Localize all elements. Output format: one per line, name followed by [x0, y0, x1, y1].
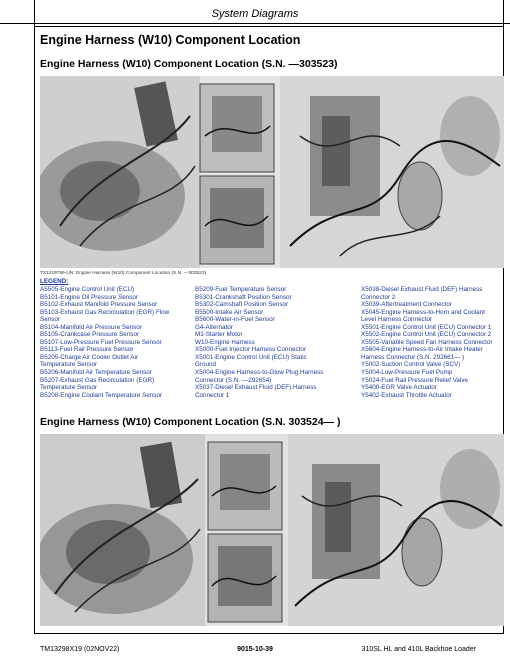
legend-item: M1-Starter Motor	[195, 331, 243, 339]
legend-item: Y5004-Low-Pressure Fuel Pump	[361, 369, 453, 377]
legend-item: B5208-Engine Coolant Temperature Sensor	[40, 391, 163, 399]
legend-item: X5039-Aftertreatment Connector	[361, 301, 453, 309]
figure1-image	[40, 76, 504, 268]
legend-item: B5113-Fuel Rail Pressure Sensor	[40, 346, 134, 354]
footer-product: 310SL HL and 410L Backhoe Loader	[361, 646, 476, 653]
legend-item: W10-Engine Harness	[195, 338, 255, 346]
legend-item: G4-Alternator	[195, 323, 233, 331]
legend-item: X5001-Engine Control Unit (ECU) Static	[195, 353, 307, 361]
legend-item: Y5002-Suction Control Valve (SCV)	[361, 361, 461, 369]
section-title: Engine Harness (W10) Component Location	[40, 33, 301, 47]
legend-item: Connector (S.N. —292654)	[195, 376, 272, 384]
legend-item: Connector 1	[195, 391, 230, 399]
footer-page-number: 9015-10-39	[237, 646, 273, 653]
legend-item: Temperature Sensor	[40, 361, 98, 369]
legend-item: X5502-Engine Control Unit (ECU) Connector 2	[361, 331, 492, 339]
legend-item: X5000-Fuel Injector Harness Connector	[195, 346, 306, 354]
header-title: System Diagrams	[211, 8, 299, 20]
legend-item: Connector 2	[361, 293, 396, 301]
legend	[40, 278, 493, 399]
legend-item: Sensor	[40, 316, 60, 324]
legend-item: Harness Connector (S.N. 292661— )	[361, 353, 465, 361]
legend-item: X5038-Diesel Exhaust Fluid (DEF) Harness	[361, 286, 483, 293]
legend-item: Y5402-Exhaust Throttle Actuator	[361, 391, 452, 399]
legend-item: B5101-Engine Oil Pressure Sensor	[40, 293, 139, 301]
footer-doc-id: TM13298X19 (02NOV22)	[40, 646, 120, 653]
legend-item: B5205-Charge Air Cooler Outlet Air	[40, 353, 139, 361]
legend-item: B5500-Intake Air Sensor	[195, 308, 264, 316]
legend-item: Ground	[195, 361, 217, 369]
legend-item: B5600-Water-in-Fuel Sensor	[195, 316, 275, 324]
legend-item: B5105-Crankcase Pressure Sensor	[40, 331, 140, 339]
legend-item: X5004-Engine Harness-to-Glow Plug Harness	[195, 369, 324, 377]
legend-item: B5103-Exhaust Gas Recirculation (EGR) Flow	[40, 308, 170, 316]
header-rule	[0, 23, 510, 24]
figure2-title: Engine Harness (W10) Component Location (S.N. 303524— )	[40, 416, 341, 428]
legend-item: X5037-Diesel Exhaust Fluid (DEF) Harness	[195, 384, 317, 392]
legend-item: Temperature Sensor	[40, 384, 98, 392]
legend-item: X5604-Engine Harness-to-Air Intake Heater	[361, 346, 483, 354]
legend-item: B5209-Fuel Temperature Sensor	[195, 286, 287, 293]
legend-item: B5102-Exhaust Manifold Pressure Sensor	[40, 301, 158, 309]
figure2-image	[40, 434, 504, 626]
legend-item: B5302-Camshaft Position Sensor	[195, 301, 289, 309]
legend-item: X5045-Engine Harness-to-Horn and Coolant	[361, 308, 485, 316]
legend-column-2	[195, 286, 355, 399]
legend-item: B5107-Low-Pressure Fuel Pressure Sensor	[40, 338, 162, 346]
legend-item: A5505-Engine Control Unit (ECU)	[40, 286, 135, 293]
page-header	[0, 8, 510, 24]
legend-item: B5301-Crankshaft Position Sensor	[195, 293, 292, 301]
figure1-title: Engine Harness (W10) Component Location (S.N. —303523)	[40, 58, 338, 70]
legend-item: B5207-Exhaust Gas Recirculation (EGR)	[40, 376, 155, 384]
legend-item: X5505-Variable Speed Fan Harness Connector	[361, 338, 493, 346]
legend-item: B5206-Manifold Air Temperature Sensor	[40, 369, 152, 377]
legend-heading: LEGEND:	[40, 278, 69, 285]
legend-column-1	[40, 286, 190, 399]
legend-column-3	[361, 286, 499, 399]
legend-item: X5501-Engine Control Unit (ECU) Connector 1	[361, 323, 492, 331]
figure1-caption: TX1219756-UN: Engine Harness (W10) Component Location (S.N. —303523)	[40, 271, 207, 276]
legend-item: Level Harness Connector	[361, 316, 433, 324]
legend-item: Y5024-Fuel Rail Pressure Relief Valve	[361, 376, 468, 384]
legend-item: Y5400-EGR Valve Actuator	[361, 384, 437, 392]
legend-item: B5104-Manifold Air Pressure Sensor	[40, 323, 142, 331]
